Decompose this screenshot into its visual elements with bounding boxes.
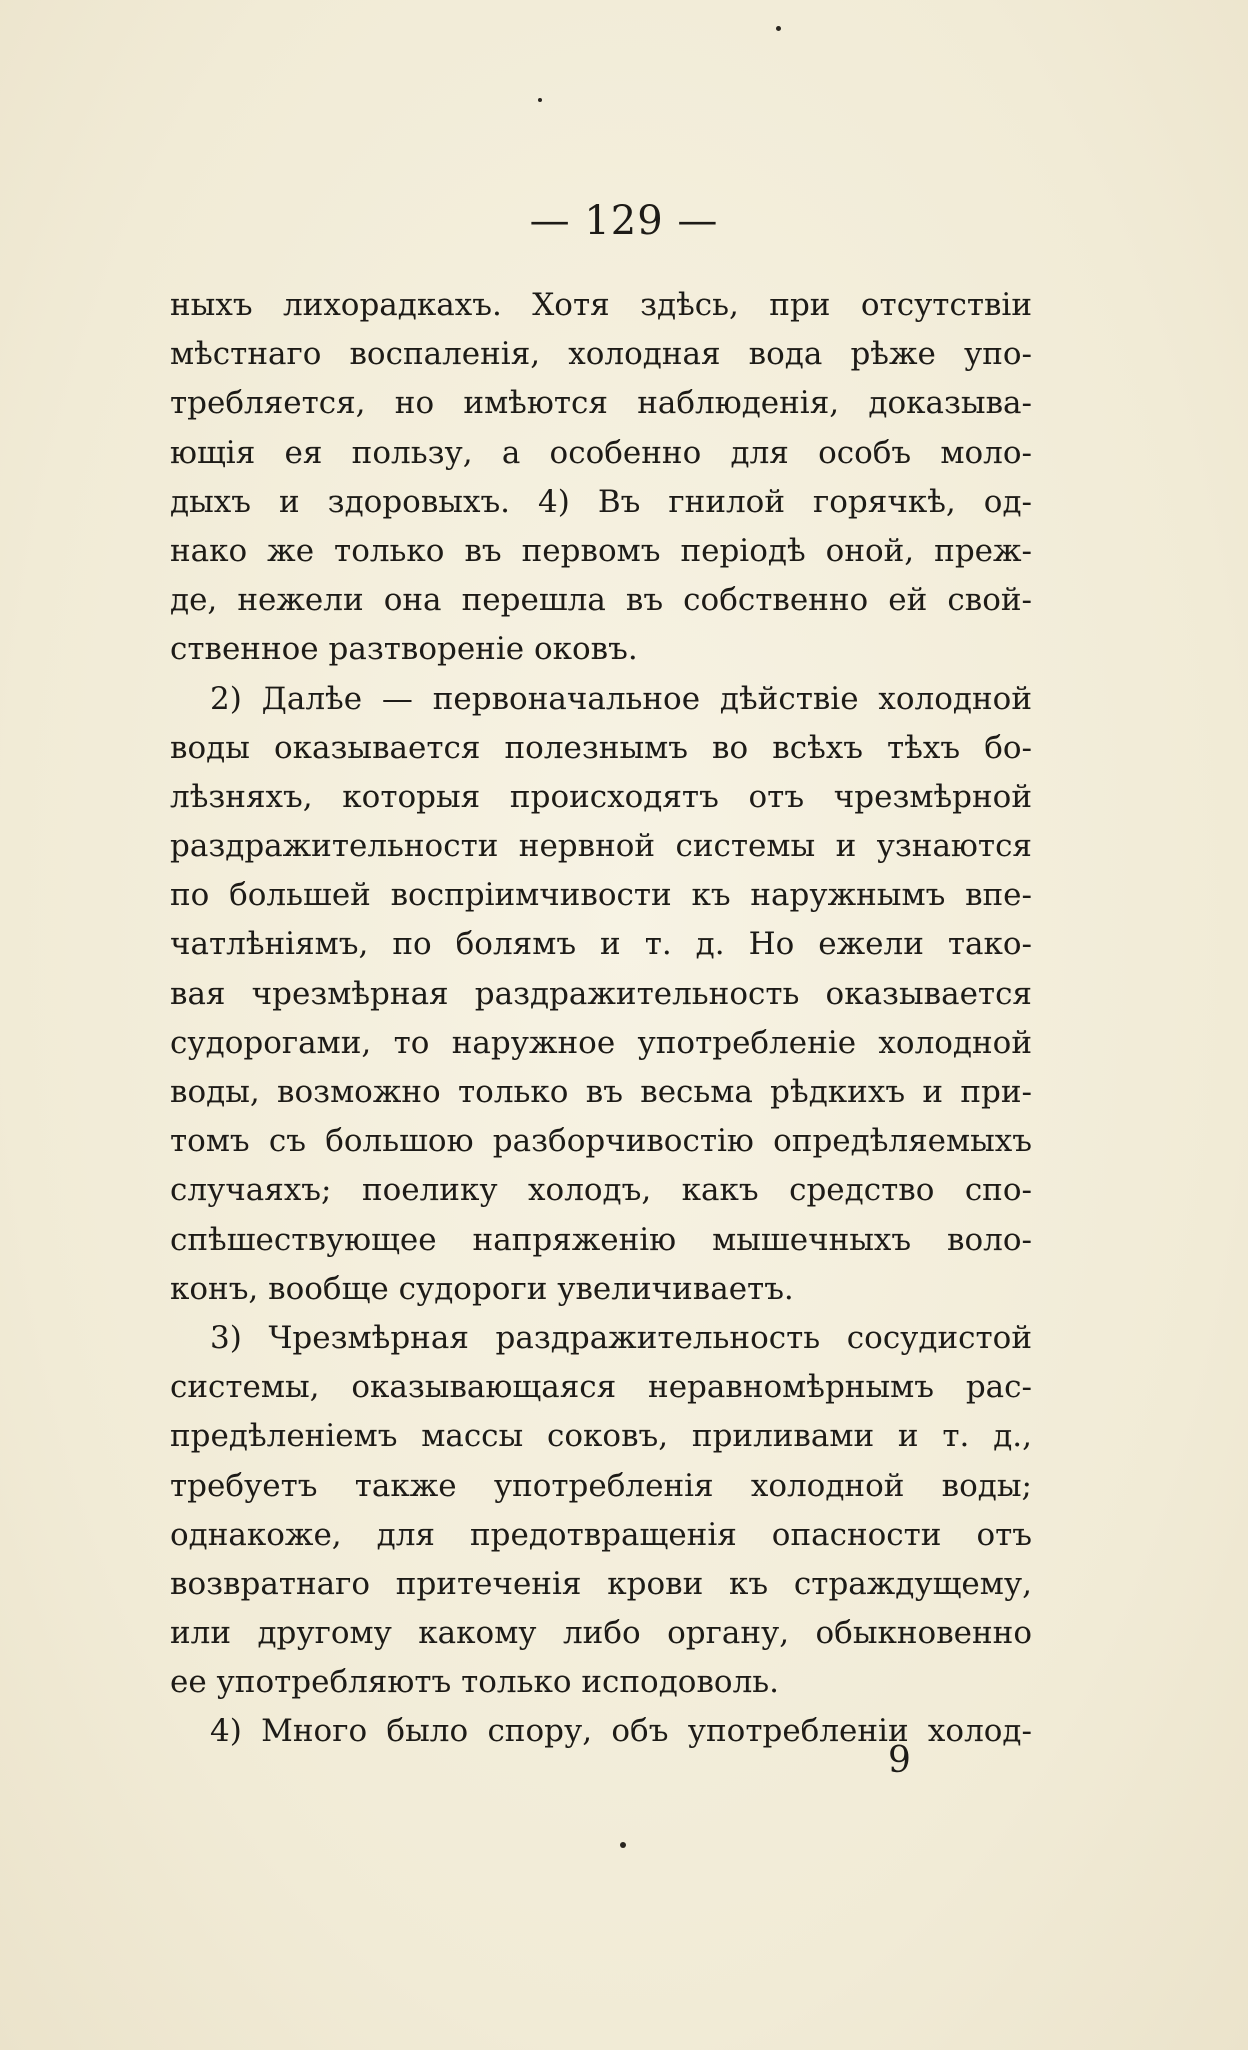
- text-line: по большей воспріимчивости къ наружнымъ впе-: [170, 877, 1032, 914]
- text-line: ныхъ лихорадкахъ. Хотя здѣсь, при отсутствіи: [170, 287, 1032, 323]
- ink-speck-top: [776, 26, 781, 31]
- text-line: лѣзняхъ, которыя происходятъ отъ чрезмѣрной: [170, 778, 1032, 815]
- text-line: случаяхъ; поелику холодъ, какъ средство спо-: [170, 1172, 1032, 1209]
- text-line: дыхъ и здоровыхъ. 4) Въ гнилой горячкѣ, од-: [170, 483, 1032, 520]
- text-line: вая чрезмѣрная раздражительность оказывается: [170, 975, 1032, 1012]
- text-line: воды оказывается полезнымъ во всѣхъ тѣхъ бо-: [170, 729, 1032, 766]
- text-line: воды, возможно только въ весьма рѣдкихъ и при-: [170, 1074, 1032, 1110]
- text-line: мѣстнаго воспаленія, холодная вода рѣже упо-: [170, 336, 1032, 373]
- text-line: спѣшествующее напряженію мышечныхъ воло-: [170, 1221, 1032, 1258]
- text-line: де, нежели она перешла въ собственно ей свой-: [170, 582, 1032, 619]
- text-line: раздражительности нервной системы и узнаются: [170, 828, 1032, 865]
- text-line: ющія ея пользу, а особенно для особъ моло-: [170, 434, 1032, 471]
- text-line: 3) Чрезмѣрная раздражительность сосудистой: [210, 1319, 1032, 1356]
- page-number: — 129 —: [529, 198, 719, 244]
- text-line: 4) Много было спору, объ употребленіи холод-: [210, 1713, 1032, 1750]
- body-text: [170, 281, 1032, 1757]
- text-line: ственное разтвореніе оковъ.: [170, 631, 638, 668]
- signature-mark: 9: [888, 1740, 911, 1781]
- text-line: однакоже, для предотвращенія опасности отъ: [170, 1516, 1032, 1553]
- text-line: конъ, вообще судороги увеличиваетъ.: [170, 1270, 794, 1307]
- text-line: чатлѣніямъ, по болямъ и т. д. Но ежели тако-: [170, 926, 1032, 963]
- text-line: 2) Далѣе — первоначальное дѣйствіе холодной: [210, 680, 1032, 717]
- text-line: нако же только въ первомъ періодѣ оной, преж-: [170, 532, 1032, 569]
- text-line: требуетъ также употребленія холодной воды;: [170, 1467, 1032, 1504]
- text-line: или другому какому либо органу, обыкновенно: [170, 1615, 1032, 1652]
- paragraph-3: [170, 1314, 1032, 1708]
- paragraph-1: [170, 281, 1032, 675]
- text-line: ее употребляютъ только исподоволь.: [170, 1664, 779, 1701]
- text-line: системы, оказывающаяся неравномѣрнымъ рас-: [170, 1369, 1032, 1406]
- text-line: томъ съ большою разборчивостію опредѣляемыхъ: [170, 1123, 1032, 1160]
- text-line: судорогами, то наружное употребленіе холодной: [170, 1024, 1032, 1061]
- ink-speck-upper: [538, 98, 542, 102]
- paragraph-2: [170, 675, 1032, 1314]
- text-line: возвратнаго притеченія крови къ страждущему,: [170, 1565, 1032, 1602]
- ink-speck-bottom: [620, 1842, 626, 1848]
- text-line: требляется, но имѣются наблюденія, доказыва-: [170, 385, 1032, 422]
- text-line: предѣленіемъ массы соковъ, приливами и т. д.,: [170, 1418, 1032, 1455]
